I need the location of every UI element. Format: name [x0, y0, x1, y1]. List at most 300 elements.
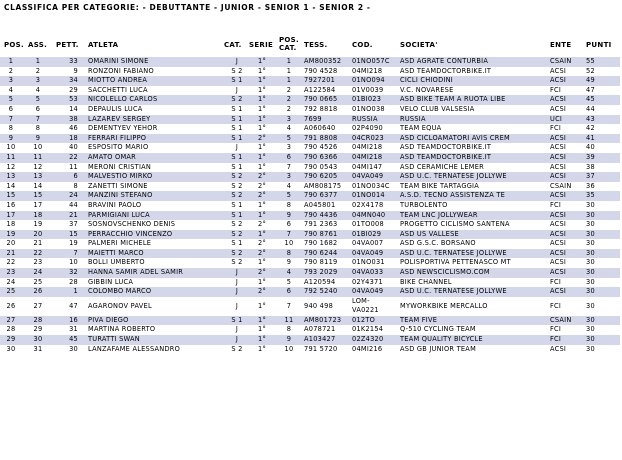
cell-pett: 31 — [69, 325, 78, 334]
cell-pett: 34 — [69, 76, 78, 85]
cell-tess: 790 1682 — [304, 239, 338, 248]
cell-ass: 28 — [33, 315, 43, 324]
cell-cat: S 1 — [231, 76, 243, 85]
cell-cod: 01NO038 — [352, 104, 385, 113]
cell-societa: ASD AGRATE CONTURBIA — [400, 57, 489, 65]
cell-cod: 01BI023 — [352, 95, 382, 104]
cell-serie: 1° — [258, 229, 266, 238]
cell-poscat: 2 — [286, 85, 292, 94]
col-punti: PUNTI — [586, 41, 612, 49]
cell-serie: 1° — [258, 95, 266, 104]
cell-cod: 04MI216 — [352, 344, 383, 353]
cell-ass: 2 — [35, 66, 41, 75]
cell-atleta: MIOTTO ANDREA — [88, 76, 148, 85]
cell-pos: 18 — [6, 220, 16, 229]
cell-ass: 31 — [33, 344, 43, 353]
table-row — [0, 316, 620, 326]
cell-cod: 02X4178 — [352, 200, 384, 209]
cell-poscat: 9 — [286, 335, 292, 344]
cell-cat: S 2 — [231, 66, 243, 75]
cell-societa: ASD TEAMDOCTORBIKE.IT — [400, 66, 492, 75]
cell-tess: 790 8761 — [304, 229, 338, 238]
cell-atleta: BRAVINI PAOLO — [88, 200, 142, 209]
cell-societa: ASD G.S.C. BORSANO — [400, 239, 476, 248]
cell-pos: 9 — [8, 133, 14, 142]
cell-pett: 38 — [69, 114, 78, 123]
cell-punti: 30 — [586, 315, 595, 324]
cell-pett: 53 — [69, 95, 78, 104]
cell-serie: 1° — [258, 143, 266, 152]
cell-cat: S 1 — [231, 162, 243, 171]
cell-cat: S 1 — [231, 239, 243, 248]
cell-atleta: HANNA SAMIR ADEL SAMIR — [88, 268, 184, 277]
cell-poscat: 4 — [286, 124, 292, 133]
cell-pos: 1 — [8, 57, 14, 65]
table-row — [0, 143, 620, 153]
cell-atleta: MERONI CRISTIAN — [88, 162, 152, 171]
cell-pos: 8 — [8, 124, 14, 133]
table-row — [0, 230, 620, 240]
cell-pos: 11 — [6, 152, 16, 161]
cell-cat: S 2 — [231, 191, 243, 200]
table-row — [0, 134, 620, 144]
table-row — [0, 191, 620, 201]
cell-poscat: 5 — [286, 277, 292, 286]
col-pett: PETT. — [56, 41, 79, 49]
cell-pett: 44 — [69, 200, 78, 209]
cell-atleta: PERRACCHIO VINCENZO — [88, 229, 173, 238]
cell-ass: 27 — [33, 301, 43, 310]
cell-poscat: 9 — [286, 210, 292, 219]
cell-serie: 1° — [258, 152, 266, 161]
cell-poscat: 1 — [286, 76, 292, 85]
cell-punti: 43 — [586, 114, 595, 123]
cell-pett: 33 — [69, 57, 78, 65]
cell-pett: 8 — [73, 181, 78, 190]
cell-punti: 30 — [586, 301, 595, 310]
cell-cat: S 2 — [231, 344, 243, 353]
cell-cod: 04VA007 — [352, 239, 384, 248]
cell-cat: S 1 — [231, 152, 243, 161]
col-ente: ENTE — [550, 41, 572, 49]
cell-serie: 2° — [258, 181, 266, 190]
cell-tess: 7927201 — [304, 76, 336, 85]
cell-ente: ACSI — [550, 287, 567, 296]
cell-societa: VELO CLUB VALSESIA — [400, 104, 475, 113]
cell-serie: 1° — [258, 325, 266, 334]
cell-ente: ACSI — [550, 152, 567, 161]
cell-cat: J — [235, 325, 239, 334]
cell-cat: J — [235, 277, 239, 286]
cell-punti: 30 — [586, 210, 595, 219]
cell-ente: FCI — [550, 325, 562, 334]
cell-ass: 4 — [35, 85, 41, 94]
cell-ente: FCI — [550, 200, 562, 209]
cell-atleta: MAIETTI MARCO — [88, 248, 144, 257]
cell-pett: 24 — [69, 191, 78, 200]
cell-pos: 17 — [6, 210, 16, 219]
cell-pett: 18 — [69, 133, 78, 142]
cell-ass: 12 — [33, 162, 43, 171]
cell-pos: 3 — [8, 76, 14, 85]
cell-poscat: 6 — [286, 152, 292, 161]
cell-atleta: AGARONOV PAVEL — [88, 301, 152, 310]
cell-cod: 01NO031 — [352, 258, 385, 267]
col-societa: SOCIETA' — [400, 41, 438, 49]
cell-cod: 04MI218 — [352, 66, 383, 75]
cell-cat: J — [235, 287, 239, 296]
cell-ass: 30 — [33, 335, 43, 344]
cell-serie: 1° — [258, 335, 266, 344]
cell-ass: 9 — [35, 133, 41, 142]
cell-punti: 52 — [586, 66, 595, 75]
cell-cat: S 1 — [231, 114, 243, 123]
cell-serie: 2° — [258, 239, 266, 248]
cell-poscat: 3 — [286, 172, 292, 181]
cell-serie: 1° — [258, 200, 266, 209]
cell-serie: 2° — [258, 287, 266, 296]
cell-ass: 21 — [33, 239, 43, 248]
cell-serie: 2° — [258, 191, 266, 200]
cell-poscat: 10 — [284, 344, 294, 353]
cell-ente: FCI — [550, 277, 562, 286]
table-row — [0, 67, 620, 77]
cell-societa: ASD NEWSCICLISMO.COM — [400, 268, 490, 277]
cell-cat: J — [235, 57, 239, 65]
cell-atleta: NICOLELLO CARLOS — [88, 95, 158, 104]
cell-tess: 791 8808 — [304, 133, 338, 142]
cell-serie: 2° — [258, 220, 266, 229]
cell-ente: FCI — [550, 85, 562, 94]
cell-poscat: 5 — [286, 191, 292, 200]
cell-ass: 25 — [33, 277, 43, 286]
cell-pos: 19 — [6, 229, 16, 238]
cell-cod: 04MI218 — [352, 143, 383, 152]
cell-poscat: 6 — [286, 220, 292, 229]
cell-serie: 1° — [258, 76, 266, 85]
cell-tess: 790 6377 — [304, 191, 338, 200]
table-row — [0, 95, 620, 105]
cell-ente: ACSI — [550, 133, 567, 142]
cell-punti: 44 — [586, 104, 595, 113]
cell-pett: 40 — [69, 143, 78, 152]
cell-punti: 30 — [586, 248, 595, 257]
cell-cod: 04VA033 — [352, 268, 384, 277]
cell-societa: TURBOLENTO — [400, 200, 448, 209]
cell-societa: PROGETTO CICLISMO SANTENA — [400, 220, 510, 229]
cell-ass: 29 — [33, 325, 43, 334]
cell-punti: 39 — [586, 152, 595, 161]
table-row — [0, 335, 620, 345]
cell-societa: ASD GB JUNIOR TEAM — [400, 344, 477, 353]
cell-atleta: COLOMBO MARCO — [88, 287, 152, 296]
cell-pos: 13 — [6, 172, 16, 181]
cell-tess: 791 5720 — [304, 344, 338, 353]
cell-cat: J — [235, 301, 239, 310]
cell-cod: 01NO014 — [352, 191, 385, 200]
cell-societa: ASD CICLOAMATORI AVIS CREM — [400, 133, 510, 142]
cell-poscat: 7 — [286, 301, 292, 310]
cell-ass: 10 — [33, 143, 43, 152]
col-cat: CAT. — [224, 41, 242, 49]
cell-pett: 29 — [69, 85, 78, 94]
cell-punti: 40 — [586, 143, 595, 152]
cell-tess: A120594 — [304, 277, 336, 286]
cell-cod: 01TO008 — [352, 220, 384, 229]
cell-ente: ACSI — [550, 229, 567, 238]
cell-cat: S 1 — [231, 133, 243, 142]
cell-poscat: 4 — [286, 268, 292, 277]
cell-ass: 20 — [33, 229, 43, 238]
cell-cod: 012TO — [352, 315, 376, 324]
cell-atleta: MARTINA ROBERTO — [88, 325, 156, 334]
cell-punti: 30 — [586, 344, 595, 353]
cell-tess: 792 8818 — [304, 104, 338, 113]
cell-atleta: DEPAULIS LUCA — [88, 104, 143, 113]
cell-cod: 01NO057C — [352, 57, 390, 65]
cell-punti: 30 — [586, 258, 595, 267]
col-pos: POS. — [4, 41, 24, 49]
cell-poscat: 8 — [286, 200, 292, 209]
cell-ass: 7 — [35, 114, 41, 123]
cell-pett: 10 — [69, 258, 78, 267]
table-header — [0, 35, 622, 57]
cell-punti: 41 — [586, 133, 595, 142]
cell-poscat: 10 — [284, 239, 294, 248]
cell-societa: ASD BIKE TEAM A RUOTA LIBE — [400, 95, 506, 104]
cell-cod: RUSSIA — [352, 114, 378, 123]
cell-cod: 01NO034C — [352, 181, 390, 190]
cell-pett: 46 — [69, 124, 78, 133]
cell-ass: 14 — [33, 181, 43, 190]
cell-societa: TEAM BIKE TARTAGGIA — [400, 181, 480, 190]
cell-atleta: BOLLI UMBERTO — [88, 258, 145, 267]
cell-pos: 26 — [6, 301, 16, 310]
cell-cat: S 2 — [231, 95, 243, 104]
results-table — [0, 57, 622, 354]
cell-pos: 5 — [8, 95, 14, 104]
cell-pos: 22 — [6, 258, 16, 267]
cell-serie: 1° — [258, 162, 266, 171]
cell-tess: 790 4528 — [304, 66, 338, 75]
cell-pett: 9 — [73, 66, 78, 75]
cell-tess: AM808175 — [304, 181, 342, 190]
cell-pos: 30 — [6, 344, 16, 353]
col-tess: TESS. — [304, 41, 328, 49]
cell-societa: RUSSIA — [400, 114, 426, 123]
cell-poscat: 3 — [286, 143, 292, 152]
cell-ass: 15 — [33, 191, 43, 200]
cell-tess: A103427 — [304, 335, 336, 344]
table-row — [0, 211, 620, 221]
cell-societa: BIKE CHANNEL — [400, 277, 452, 286]
cell-ente: CSAIN — [550, 57, 572, 65]
cell-pett: 7 — [73, 248, 78, 257]
cell-cod: 04VA049 — [352, 287, 384, 296]
cell-serie: 1° — [258, 258, 266, 267]
cell-ente: FCI — [550, 124, 562, 133]
table-row — [0, 268, 620, 278]
cell-cod: 02Z4320 — [352, 335, 384, 344]
cell-serie: 1° — [258, 114, 266, 123]
cell-cod: LOM-VA0221 — [352, 296, 379, 315]
cell-punti: 30 — [586, 277, 595, 286]
cell-societa: ASD U.C. TERNATESE JOLLYWE — [400, 287, 507, 296]
cell-societa: MYWORKBIKE MERCALLO — [400, 301, 488, 310]
cell-ente: ACSI — [550, 66, 567, 75]
col-atleta: ATLETA — [88, 41, 119, 49]
cell-punti: 30 — [586, 268, 595, 277]
cell-serie: 2° — [258, 133, 266, 142]
cell-atleta: MANZINI STEFANO — [88, 191, 153, 200]
cell-societa: CICLI CHIODINI — [400, 76, 453, 85]
cell-punti: 47 — [586, 85, 595, 94]
cell-societa: Q-510 CYCLING TEAM — [400, 325, 476, 334]
cell-atleta: TURATTI SWAN — [88, 335, 140, 344]
cell-punti: 38 — [586, 162, 595, 171]
cell-pos: 14 — [6, 181, 16, 190]
cell-tess: A045801 — [304, 200, 336, 209]
cell-tess: 790 0665 — [304, 95, 338, 104]
cell-tess: 940 498 — [304, 301, 334, 310]
table-row — [0, 297, 620, 316]
cell-tess: 790 6366 — [304, 152, 338, 161]
cell-cat: S 1 — [231, 200, 243, 209]
cell-pett: 28 — [69, 277, 78, 286]
cell-cat: S 2 — [231, 229, 243, 238]
cell-serie: 1° — [258, 66, 266, 75]
cell-pett: 32 — [69, 268, 78, 277]
table-row — [0, 258, 620, 268]
table-row — [0, 182, 620, 192]
cell-poscat: 9 — [286, 258, 292, 267]
cell-ass: 1 — [35, 57, 41, 65]
cell-tess: A060640 — [304, 124, 336, 133]
cell-ente: FCI — [550, 301, 562, 310]
table-row — [0, 115, 620, 125]
cell-pos: 29 — [6, 335, 16, 344]
cell-societa: ASD TEAMDOCTORBIKE.IT — [400, 143, 492, 152]
cell-pos: 2 — [8, 66, 14, 75]
cell-ente: FCI — [550, 335, 562, 344]
cell-ente: ACSI — [550, 210, 567, 219]
cell-cat: S 1 — [231, 124, 243, 133]
cell-atleta: FERRARI FILIPPO — [88, 133, 147, 142]
cell-pos: 27 — [6, 315, 16, 324]
cell-cod: 01BI029 — [352, 229, 382, 238]
cell-serie: 2° — [258, 172, 266, 181]
cell-ente: ACSI — [550, 239, 567, 248]
cell-tess: 790 8119 — [304, 258, 338, 267]
cell-punti: 55 — [586, 57, 595, 65]
cell-pos: 25 — [6, 287, 16, 296]
cell-pett: 1 — [73, 287, 78, 296]
cell-pett: 14 — [69, 104, 78, 113]
cell-ente: UCI — [550, 114, 563, 123]
cell-tess: 790 4526 — [304, 143, 338, 152]
table-row — [0, 86, 620, 96]
cell-pett: 21 — [69, 210, 78, 219]
cell-cod: 04VA049 — [352, 248, 384, 257]
cell-ass: 17 — [33, 200, 43, 209]
table-row — [0, 249, 620, 259]
table-row — [0, 278, 620, 288]
cell-ente: ACSI — [550, 258, 567, 267]
col-poscat: POS. CAT. — [279, 36, 299, 52]
cell-serie: 2° — [258, 248, 266, 257]
cell-poscat: 4 — [286, 181, 292, 190]
cell-serie: 2° — [258, 268, 266, 277]
cell-cat: J — [235, 268, 239, 277]
cell-ass: 23 — [33, 258, 43, 267]
cell-ass: 18 — [33, 210, 43, 219]
cell-pett: 6 — [73, 172, 78, 181]
page-title: CLASSIFICA PER CATEGORIE: - DEBUTTANTE - JUNIOR - SENIOR 1 - SENIOR 2 - — [4, 3, 371, 12]
cell-poscat: 6 — [286, 287, 292, 296]
cell-societa: V.C. NOVARESE — [400, 85, 454, 94]
cell-pett: 30 — [69, 344, 78, 353]
cell-ente: ACSI — [550, 76, 567, 85]
cell-pos: 12 — [6, 162, 16, 171]
cell-societa: A.S.D. TECNO ASSISTENZA TE — [400, 191, 506, 200]
cell-societa: ASD CERAMICHE LEMER — [400, 162, 484, 171]
cell-atleta: OMARINI SIMONE — [88, 57, 149, 65]
cell-poscat: 2 — [286, 95, 292, 104]
cell-pos: 7 — [8, 114, 14, 123]
cell-serie: 1° — [258, 210, 266, 219]
cell-atleta: PARMIGIANI LUCA — [88, 210, 150, 219]
cell-tess: A078721 — [304, 325, 336, 334]
cell-atleta: RONZONI FABIANO — [88, 66, 154, 75]
cell-cat: J — [235, 335, 239, 344]
cell-ente: ACSI — [550, 95, 567, 104]
cell-atleta: GIBBIN LUCA — [88, 277, 134, 286]
cell-ass: 24 — [33, 268, 43, 277]
cell-ass: 22 — [33, 248, 43, 257]
cell-serie: 1° — [258, 301, 266, 310]
table-row — [0, 287, 620, 297]
cell-poscat: 7 — [286, 162, 292, 171]
cell-ass: 13 — [33, 172, 43, 181]
cell-poscat: 8 — [286, 325, 292, 334]
cell-societa: TEAM FIVE — [400, 315, 438, 324]
cell-atleta: LANZAFAME ALESSANDRO — [88, 344, 181, 353]
cell-pos: 28 — [6, 325, 16, 334]
cell-ass: 5 — [35, 95, 41, 104]
cell-tess: 790 6244 — [304, 248, 338, 257]
cell-cat: S 1 — [231, 104, 243, 113]
cell-cat: J — [235, 143, 239, 152]
cell-ente: ACSI — [550, 104, 567, 113]
table-row — [0, 124, 620, 134]
cell-ass: 19 — [33, 220, 43, 229]
cell-serie: 1° — [258, 344, 266, 353]
cell-punti: 42 — [586, 124, 595, 133]
cell-cod: 04MN040 — [352, 210, 386, 219]
col-cod: COD. — [352, 41, 373, 49]
cell-serie: 1° — [258, 315, 266, 324]
cell-ente: ACSI — [550, 248, 567, 257]
cell-cat: J — [235, 85, 239, 94]
cell-pos: 24 — [6, 277, 16, 286]
cell-atleta: AMATO OMAR — [88, 152, 136, 161]
cell-tess: 792 5240 — [304, 287, 338, 296]
cell-pett: 37 — [69, 220, 78, 229]
cell-atleta: ESPOSITO MARIO — [88, 143, 149, 152]
cell-atleta: ZANETTI SIMONE — [88, 181, 148, 190]
cell-serie: 1° — [258, 104, 266, 113]
cell-cod: 01V0039 — [352, 85, 384, 94]
